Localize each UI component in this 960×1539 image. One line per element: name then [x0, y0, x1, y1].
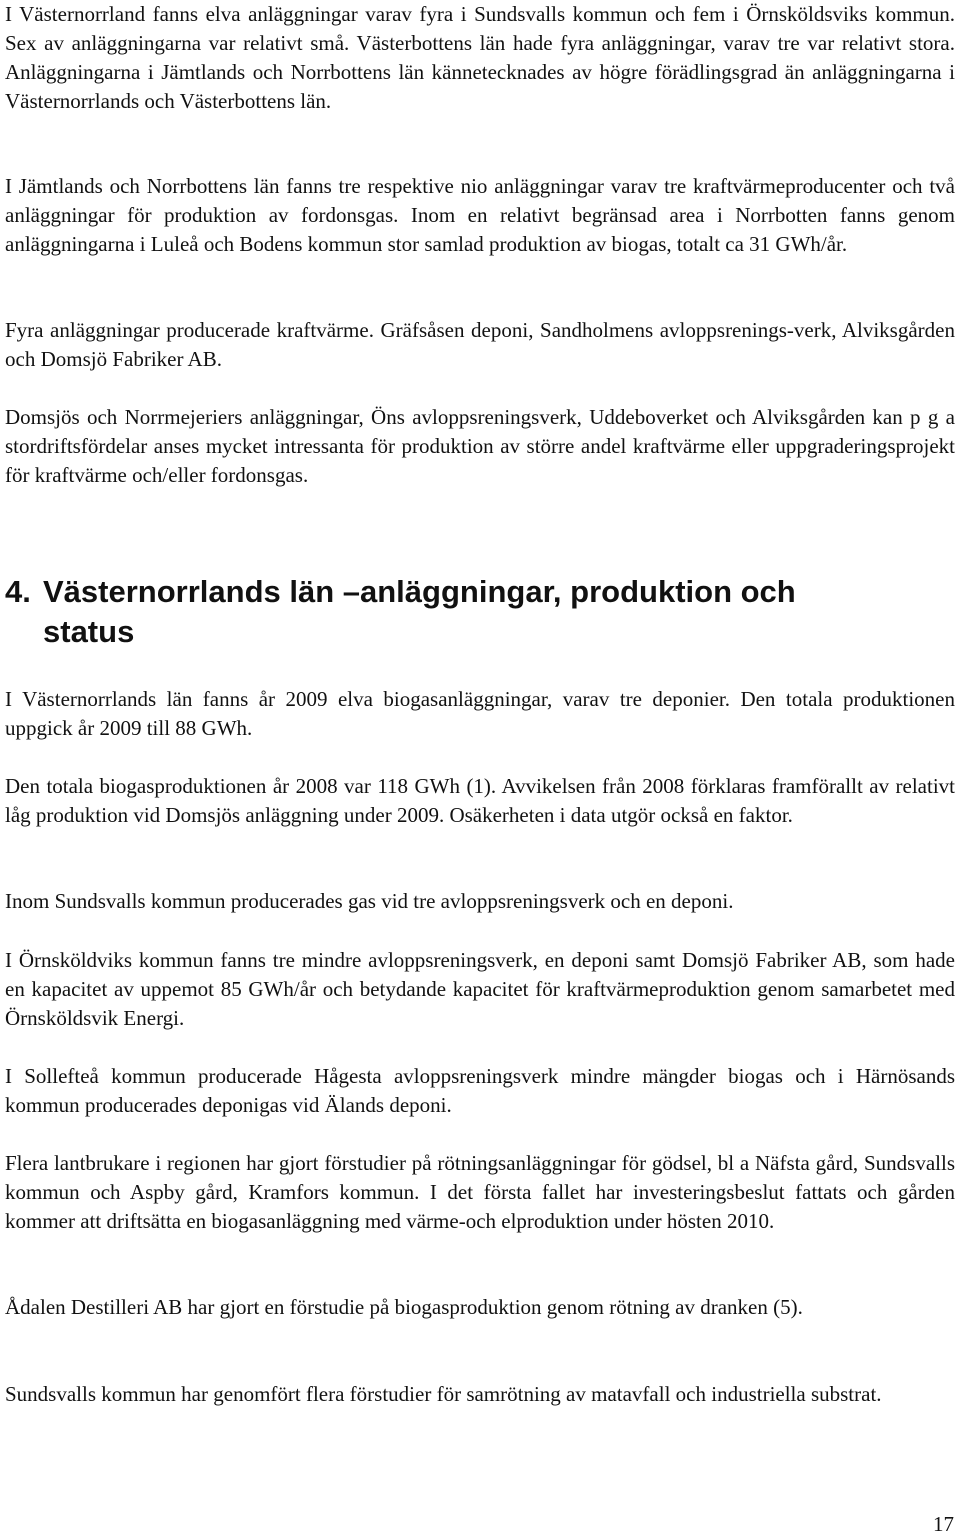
paragraph-8: I Örnsköldviks kommun fanns tre mindre avloppsreningsverk, en deponi samt Domsjö Fabriker AB, som hade en kapacitet av uppemot 85 GWh/år och betydande kapacitet för kraftvärmeproduktion genom samarbetet med Örnsköldsvik Energi. — [5, 948, 955, 1030]
paragraph-11: Ådalen Destilleri AB har gjort en förstudie på biogasproduktion genom rötning av dranken (5). — [5, 1295, 803, 1319]
paragraph-7: Inom Sundsvalls kommun producerades gas vid tre avloppsreningsverk och en deponi. — [5, 889, 734, 913]
paragraph-2: I Jämtlands och Norrbottens län fanns tre respektive nio anläggningar varav tre kraftvärmeproducenter och två anläggningar för produktion av fordonsgas. Inom en relativt begränsad area i Norrbotten fanns genom anläggningarna i Luleå och Bodens kommun stor samlad produktion av biogas, totalt ca 31 GWh/år. — [5, 174, 955, 256]
paragraph-6: Den totala biogasproduktionen år 2008 var 118 GWh (1). Avvikelsen från 2008 förklaras framförallt av relativt låg produktion vid Domsjös anläggning under 2009. Osäkerheten i data utgör också en faktor. — [5, 774, 955, 827]
paragraph-3: Fyra anläggningar producerade kraftvärme. Gräfsåsen deponi, Sandholmens avloppsrenings-verk, Alviksgården och Domsjö Fabriker AB. — [5, 318, 955, 371]
paragraph-12: Sundsvalls kommun har genomfört flera förstudier för samrötning av matavfall och industriella substrat. — [5, 1382, 882, 1406]
section-heading — [5, 572, 955, 652]
page-number: 17 — [933, 1512, 954, 1536]
paragraph-10: Flera lantbrukare i regionen har gjort förstudier på rötningsanläggningar för gödsel, bl a Näfsta gård, Sundsvalls kommun och Aspby gård, Kramfors kommun. I det första fallet har investeringsbeslut fattats och gården kommer att driftsätta en biogasanläggning med värme-och elproduktion under hösten 2010. — [5, 1151, 955, 1233]
section-title-line-2: status — [43, 614, 135, 649]
paragraph-5: I Västernorrlands län fanns år 2009 elva biogasanläggningar, varav tre deponier. Den totala produktionen uppgick år 2009 till 88 GWh. — [5, 687, 955, 740]
paragraph-4: Domsjös och Norrmejeriers anläggningar, Öns avloppsreningsverk, Uddeboverket och Alviksgården kan p g a stordriftsfördelar anses mycket intressanta för produktion av större andel kraftvärme eller uppgraderingsprojekt för kraftvärme och/eller fordonsgas. — [5, 405, 955, 487]
section-title-line-1: Västernorrlands län –anläggningar, produktion och — [43, 574, 796, 609]
paragraph-9: I Sollefteå kommun producerade Hågesta avloppsreningsverk mindre mängder biogas och i Härnösands kommun producerades deponigas vid Älands deponi. — [5, 1064, 955, 1117]
section-number: 4. — [5, 574, 31, 609]
paragraph-1: I Västernorrland fanns elva anläggningar varav fyra i Sundsvalls kommun och fem i Örnsköldsviks kommun. Sex av anläggningarna var relativt små. Västerbottens län hade fyra anläggningar, varav tre var relativt stora. Anläggningarna i Jämtlands och Norrbottens län kännetecknades av högre förädlingsgrad än anläggningarna i Västernorrlands och Västerbottens län. — [5, 2, 955, 113]
